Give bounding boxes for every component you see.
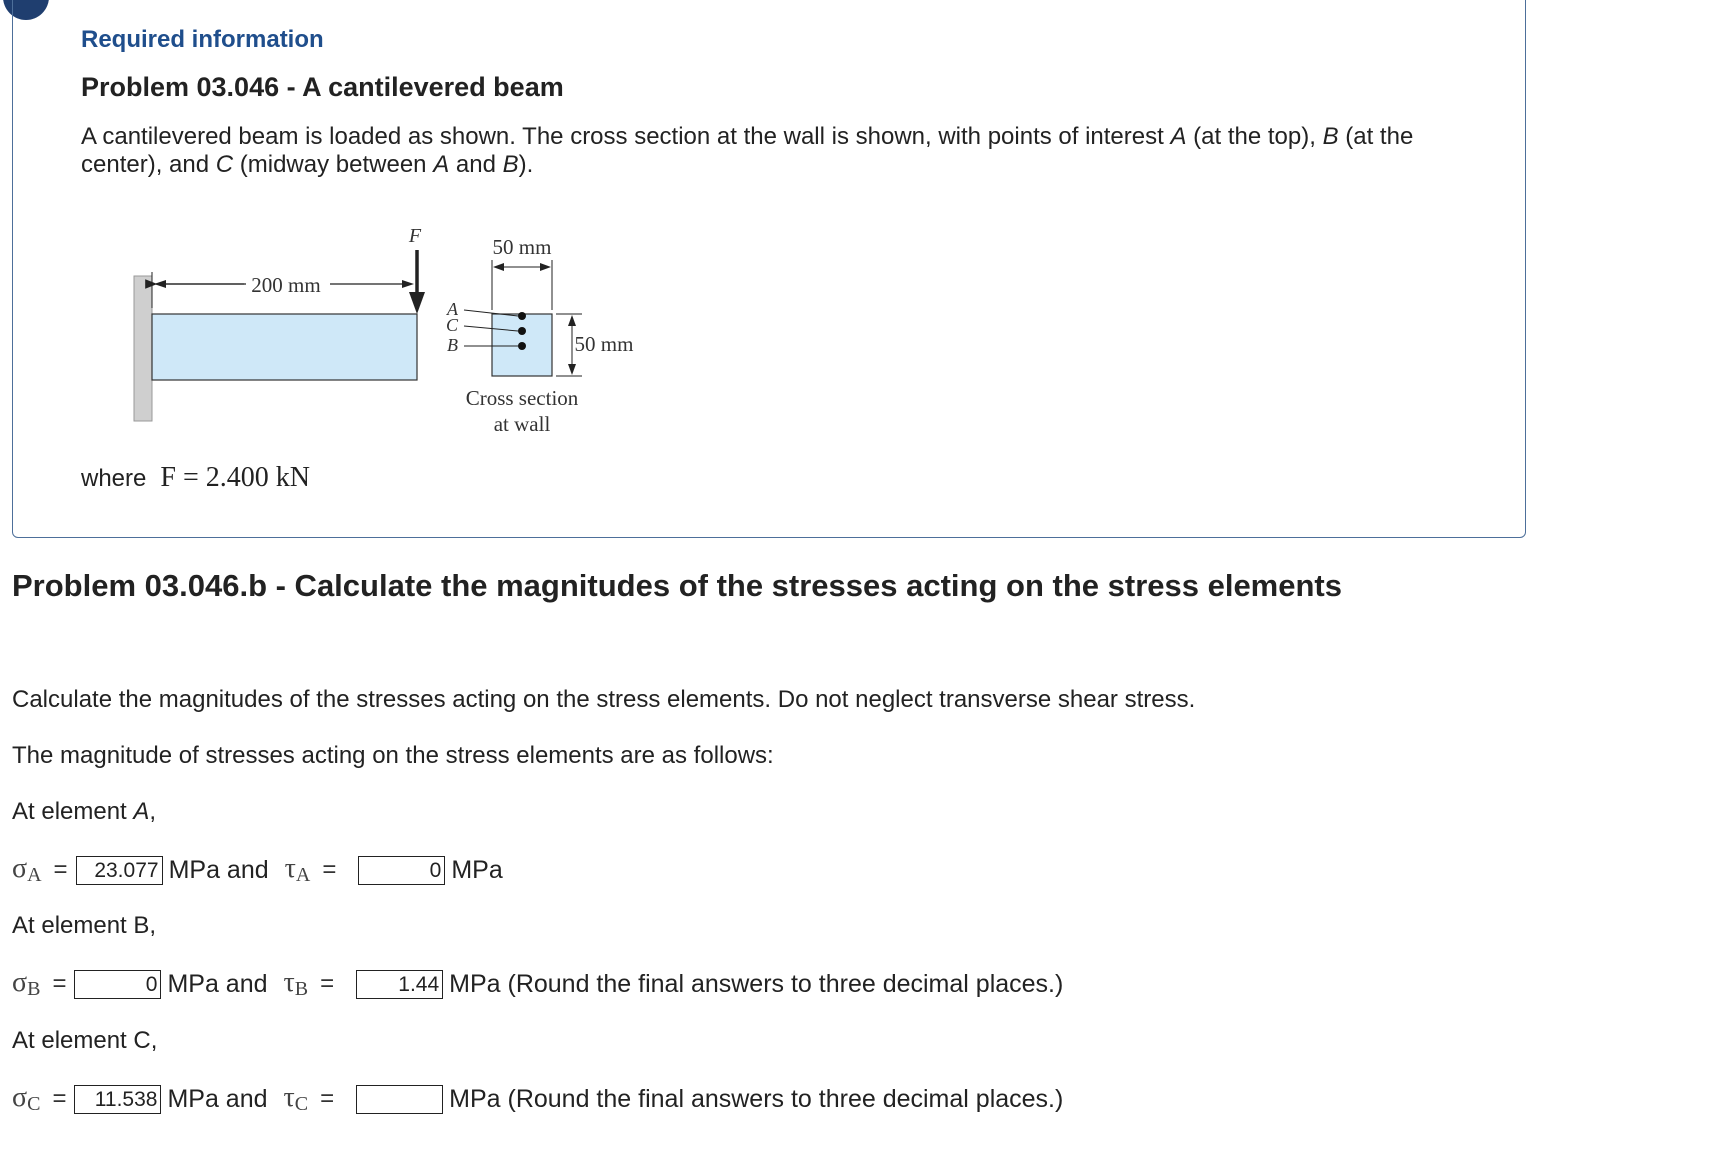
point-c-dot <box>518 327 526 335</box>
point-b-label: B <box>447 335 458 355</box>
given-force: where F = 2.400 kN <box>81 462 310 493</box>
tau-a-input[interactable]: 0 <box>358 856 445 885</box>
point-c-label: C <box>445 315 458 335</box>
wall <box>134 276 152 421</box>
problem-title: Problem 03.046 - A cantilevered beam <box>81 72 564 102</box>
element-c-row: $\sigma_C$ = 11.538 MPa and $\tau_C$ = MPa (Round the final answers to three decimal places.) <box>12 1082 1064 1115</box>
width-label: 50 mm <box>492 235 552 259</box>
required-info-label: Required information <box>81 26 324 53</box>
lead-text: The magnitude of stresses acting on the stress elements are as follows: <box>12 742 774 769</box>
sigma-a-input[interactable]: 23.077 <box>76 856 163 885</box>
force-label: F <box>408 225 422 247</box>
tau-b-input[interactable]: 1.44 <box>356 970 443 999</box>
length-label: 200 mm <box>251 273 321 297</box>
problem-intro: A cantilevered beam is loaded as shown. The cross section at the wall is shown, with points of interest A (at the top), B (at the center), and C (midway between A and B). <box>81 123 1414 178</box>
sigma-c-input[interactable]: 11.538 <box>74 1085 161 1114</box>
element-a-row: $\sigma_A$ = 23.077 MPa and $\tau_A$ = 0 MPa <box>12 853 503 886</box>
element-b-heading: At element B, <box>12 912 157 939</box>
element-c-heading: At element C, <box>12 1027 158 1054</box>
tau-a-symbol: $\tau_A$ <box>284 853 311 886</box>
instruction-text: Calculate the magnitudes of the stresses acting on the stress elements. Do not neglect transverse shear stress. <box>12 686 1196 713</box>
sigma-b-symbol: $\sigma_B$ <box>12 967 41 1000</box>
sigma-b-input[interactable]: 0 <box>74 970 161 999</box>
cross-section-caption-1: Cross section <box>465 386 579 410</box>
element-a-heading: At element A, <box>12 798 157 825</box>
beam <box>152 314 417 380</box>
part-title: Problem 03.046.b - Calculate the magnitudes of the stresses acting on the stress elements <box>12 568 1342 603</box>
point-a-label: A <box>447 299 458 319</box>
beam-figure <box>120 220 700 450</box>
tau-b-symbol: $\tau_B$ <box>283 967 309 1000</box>
point-a-dot <box>518 312 526 320</box>
point-b-dot <box>518 342 526 350</box>
tau-c-symbol: $\tau_C$ <box>283 1082 309 1115</box>
sigma-a-symbol: $\sigma_A$ <box>12 853 42 886</box>
cross-section-caption-2: at wall <box>493 412 551 436</box>
sigma-c-symbol: $\sigma_C$ <box>12 1082 41 1115</box>
height-label: 50 mm <box>574 332 634 356</box>
element-b-row: $\sigma_B$ = 0 MPa and $\tau_B$ = 1.44 MPa (Round the final answers to three decimal places.) <box>12 967 1064 1000</box>
tau-c-input[interactable] <box>356 1085 443 1114</box>
